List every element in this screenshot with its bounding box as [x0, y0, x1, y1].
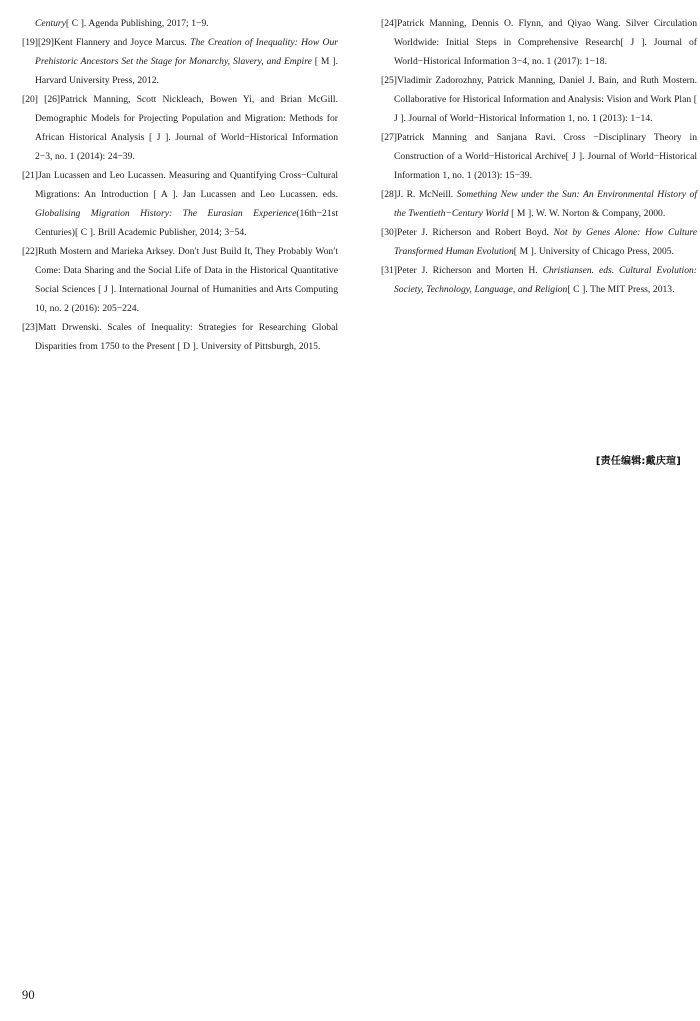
reference-entry-20: [20] [26]Patrick Manning, Scott Nickleach, Bowen Yi, and Brian McGill. Demographic Models for Projecting Population and Migration: Methods for African Historical Analysis [ J ]. Journal of World−Historical Information 2−3, no. 1 (2014): 24−39.	[22, 94, 338, 162]
page-number: 90	[22, 988, 35, 1002]
reference-entry-27: [27]Patrick Manning and Sanjana Ravi. Cross −Disciplinary Theory in Construction of a World−Historical Archive[ J ]. Journal of World−Historical Information 1, no. 1 (2013): 15−39.	[381, 132, 697, 181]
reference-entry-31: [31]Peter J. Richerson and Morten H. Christiansen. eds. Cultural Evolution: Society, Technology, Language, and Religion[ C ]. The MIT Press, 2013.	[381, 265, 697, 295]
reference-column-right	[381, 14, 697, 299]
reference-entry-22: [22]Ruth Mostern and Marieka Arksey. Don′t Just Build It, They Probably Won′t Come: Data Sharing and the Social Life of Data in the Historical Quantitative Social Sciences [ J ]. International Journal of Humanities and Arts Computing 10, no. 2 (2016): 205−224.	[22, 246, 338, 314]
reference-entry-19: [19][29]Kent Flannery and Joyce Marcus. The Creation of Inequality: How Our Prehistoric Ancestors Set the Stage for Monarchy, Slavery, and Empire [ M ]. Harvard University Press, 2012.	[22, 37, 338, 86]
reference-entry-24: [24]Patrick Manning, Dennis O. Flynn, and Qiyao Wang. Silver Circulation Worldwide: Initial Steps in Comprehensive Research[ J ]. Journal of World−Historical Information 3−4, no. 1 (2017): 1−18.	[381, 18, 697, 67]
reference-entry-30: [30]Peter J. Richerson and Robert Boyd. Not by Genes Alone: How Culture Transformed Human Evolution[ M ]. University of Chicago Press, 2005.	[381, 227, 698, 257]
reference-entry-continued: Century[ C ]. Agenda Publishing, 2017; 1−9.	[35, 18, 209, 29]
reference-entry-23: [23]Matt Drwenski. Scales of Inequality: Strategies for Researching Global Disparities from 1750 to the Present [ D ]. University of Pittsburgh, 2015.	[22, 322, 338, 352]
reference-entry-28: [28]J. R. McNeill. Something New under the Sun: An Environmental History of the Twentieth−Century World [ M ]. W. W. Norton & Company, 2000.	[381, 189, 697, 219]
reference-entry-21: [21]Jan Lucassen and Leo Lucassen. Measuring and Quantifying Cross−Cultural Migrations: An Introduction [ A ]. Jan Lucassen and Leo Lucassen. eds. Globalising Migration History: The Eurasian Experience(16th−21st Centuries)[ C ]. Brill Academic Publisher, 2014; 3−54.	[22, 170, 338, 238]
reference-list-columns	[0, 14, 700, 356]
responsible-editor-credit: [责任编辑:戴庆瑄]	[595, 456, 681, 467]
reference-entry-25: [25]Vladimir Zadorozhny, Patrick Manning, Daniel J. Bain, and Ruth Mostern. Collaborative for Historical Information and Analysis: Vision and Work Plan [ J ]. Journal of World−Historical Information 1, no. 1 (2013): 1−14.	[381, 75, 697, 124]
reference-column-left	[22, 14, 338, 356]
